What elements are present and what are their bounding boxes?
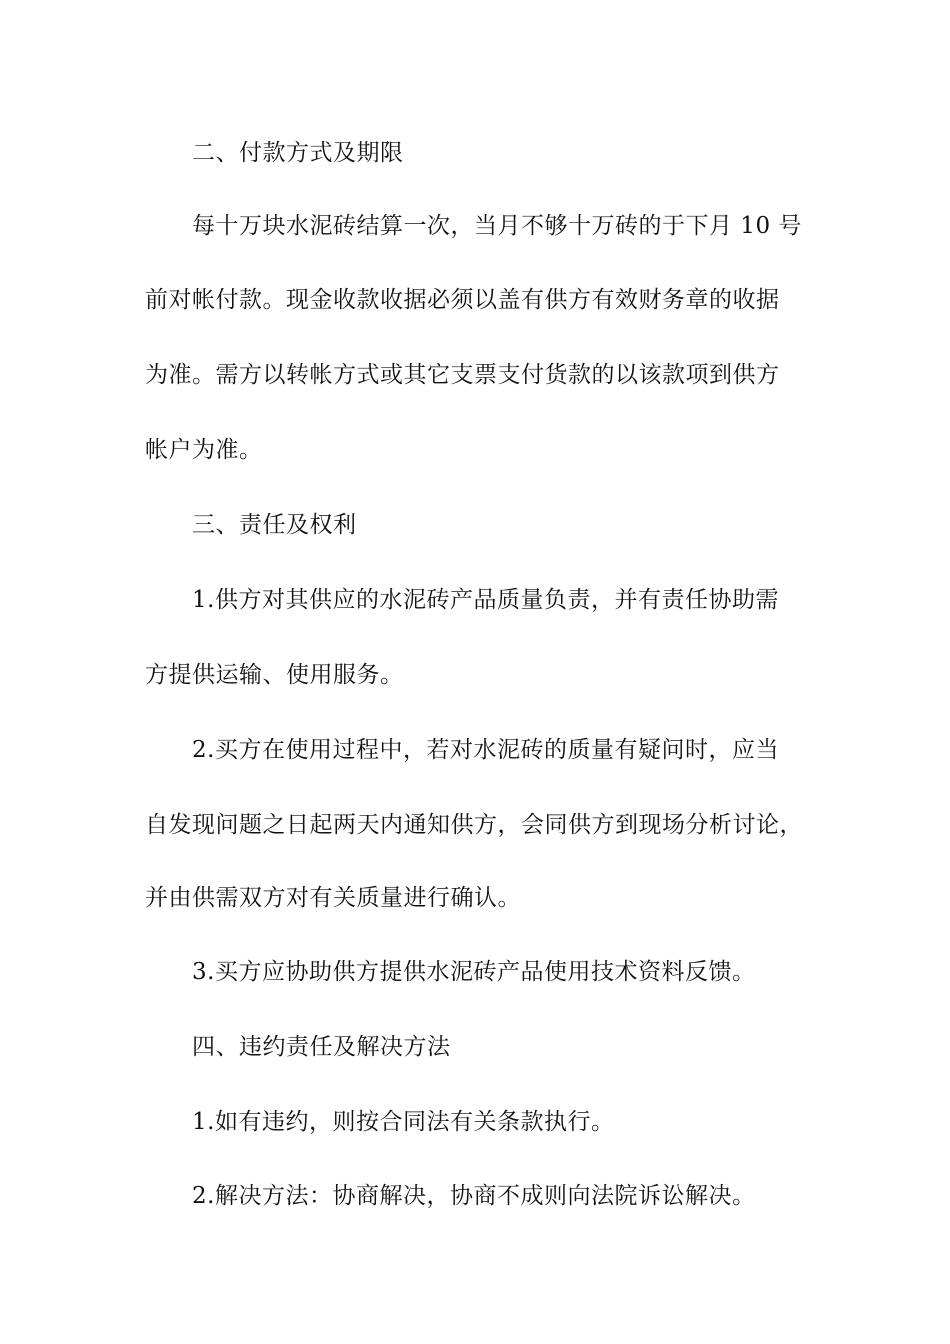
paragraph-line: 2.解决方法：协商解决，协商不成则向法院诉讼解决。 [192, 1183, 756, 1209]
paragraph-line: 为准。需方以转帐方式或其它支票支付货款的以该款项到供方 [145, 362, 780, 388]
paragraph-line: 自发现问题之日起两天内通知供方，会同供方到现场分析讨论， [145, 812, 803, 838]
paragraph-line: 方提供运输、使用服务。 [145, 662, 404, 688]
paragraph-line: 帐户为准。 [145, 437, 263, 463]
paragraph-line: 3.买方应协助供方提供水泥砖产品使用技术资料反馈。 [192, 959, 756, 985]
paragraph-line: 并由供需双方对有关质量进行确认。 [145, 885, 521, 911]
section-heading-payment: 二、付款方式及期限 [192, 140, 404, 166]
paragraph-line: 2.买方在使用过程中，若对水泥砖的质量有疑问时，应当 [192, 737, 779, 763]
paragraph-line: 每十万块水泥砖结算一次，当月不够十万砖的于下月 10 号 [192, 213, 802, 239]
section-heading-responsibility: 三、责任及权利 [192, 512, 357, 538]
paragraph-line: 1.供方对其供应的水泥砖产品质量负责，并有责任协助需 [192, 587, 779, 613]
paragraph-line: 前对帐付款。现金收款收据必须以盖有供方有效财务章的收据 [145, 287, 780, 313]
section-heading-breach: 四、违约责任及解决方法 [192, 1034, 451, 1060]
paragraph-line: 1.如有违约，则按合同法有关条款执行。 [192, 1109, 615, 1135]
